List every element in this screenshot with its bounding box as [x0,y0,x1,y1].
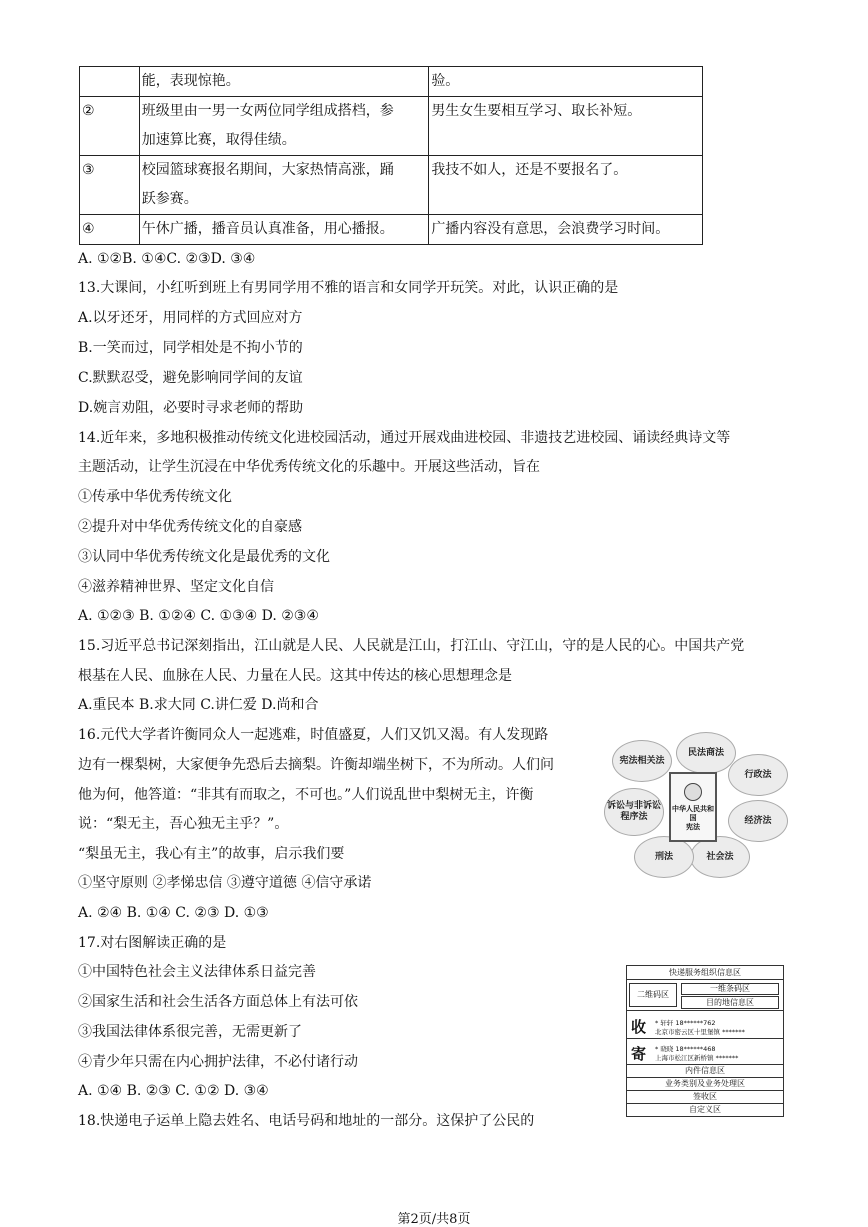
text-line: 14.近年来，多地积极推动传统文化进校园活动，通过开展戏曲进校园、非遗技艺进校园、诵读经典诗文等 [78,430,731,446]
row-number: ④ [80,215,140,245]
waybill-recv-line1: * 轩轩 18******762 [655,1019,716,1027]
waybill-contents: 内件信息区 [627,1065,783,1078]
text-line: D.婉言劝阻，必要时寻求老师的帮助 [78,400,304,416]
text-line: 16.元代大学者许衡同众人一起逃难，时值盛夏，人们又饥又渴。有人发现路 [78,727,549,743]
text-line: ③认同中华优秀传统文化是最优秀的文化 [78,549,330,565]
table-row [80,67,703,97]
waybill-title: 快递服务组织信息区 [627,966,783,980]
view-line: 验。 [431,73,460,89]
row-scenario [139,97,429,156]
page-footer: 第2页/共8页 [397,1212,471,1227]
waybill-1d-code: 一维条码区 [681,983,779,995]
text-line: 13.大课间，小红听到班上有男同学用不雅的语言和女同学开玩笑。对此，认识正确的是 [78,280,619,296]
petal-constitution-related: 宪法相关法 [612,740,672,782]
text-line: 主题活动，让学生沉浸在中华优秀传统文化的乐趣中。开展这些活动，旨在 [78,459,540,475]
text-line: 18.快递电子运单上隐去姓名、电话号码和地址的一部分。这保护了公民的 [78,1113,535,1129]
text-line: A.重民本 B.求大同 C.讲仁爱 D.尚和合 [78,697,319,713]
row-scenario [139,156,429,215]
text-line: A. ①④ B. ②③ C. ①② D. ③④ [78,1083,269,1099]
row-view [429,156,703,215]
text-line: A. ①②③ B. ①②④ C. ①③④ D. ②③④ [78,608,319,624]
book-title-line1: 中华人民共和国 [672,804,714,822]
scenario-line: 能，表现惊艳。 [141,73,240,89]
text-line: A. ②④ B. ①④ C. ②③ D. ①③ [78,905,269,921]
view-line: 我技不如人，还是不要报名了。 [431,162,628,178]
text-line: 17.对右图解读正确的是 [78,935,227,951]
row-number: ③ [80,156,140,215]
text-line: 15.习近平总书记深刻指出，江山就是人民、人民就是江山，打江山、守江山，守的是人民的心。中国共产党 [78,638,745,654]
row-view [429,215,703,245]
petal-social: 社会法 [690,836,750,878]
options-table [79,66,703,245]
row-scenario [139,215,429,245]
text-line: ④青少年只需在内心拥护法律，不必付诸行动 [78,1054,358,1070]
text-line: B.一笑而过，同学相处是不拘小节的 [78,340,303,356]
waybill-custom: 自定义区 [689,1105,721,1114]
waybill-send-line2: 上海市松江区新桥镇 ******* [655,1054,739,1062]
express-waybill [626,965,784,1117]
row-number [80,67,140,97]
text-line: C.默默忍受，避免影响同学间的友谊 [78,370,303,386]
text-line: 根基在人民、血脉在人民、力量在人民。这其中传达的核心思想理念是 [78,668,512,684]
constitution-book [669,772,717,842]
text-line: ②提升对中华优秀传统文化的自豪感 [78,519,302,535]
row-view [429,97,703,156]
text-line: A.以牙还牙，用同样的方式回应对方 [78,310,303,326]
table-row [80,97,703,156]
national-emblem-icon [684,783,702,801]
petal-administrative: 行政法 [728,754,788,796]
text-line: ②国家生活和社会生活各方面总体上有法可依 [78,994,358,1010]
waybill-send-line1: * 晓晓 18******468 [655,1045,716,1053]
view-line: 广播内容没有意思，会浪费学习时间。 [431,221,670,237]
view-line: 男生女生要相互学习、取长补短。 [431,103,642,119]
scenario-line: 班级里由一男一女两位同学组成搭档，参 [141,103,394,119]
scenario-line: 跃参赛。 [141,191,198,207]
text-line: ①传承中华优秀传统文化 [78,489,232,505]
waybill-recv-line2: 北京市密云区十里堡镇 ******* [655,1028,745,1036]
waybill-2d-code: 二维码区 [629,983,677,1007]
row-view [429,67,703,97]
scenario-line: 午休广播，播音员认真准备，用心播报。 [141,221,394,237]
petal-civil-commercial: 民法商法 [676,732,736,774]
text-line: 边有一棵梨树，大家便争先恐后去摘梨。许衡却端坐树下，不为所动。人们问 [78,757,554,773]
scenario-line: 加速算比赛，取得佳绩。 [141,132,296,148]
scenario-line: 校园篮球赛报名期间，大家热情高涨，踊 [141,162,394,178]
waybill-send-label: 寄 [631,1045,647,1063]
book-title-line2: 宪法 [686,822,700,831]
table-row [80,156,703,215]
petal-procedure: 诉讼与非诉讼程序法 [604,788,664,836]
row-scenario [139,67,429,97]
text-line: ①中国特色社会主义法律体系日益完善 [78,964,316,980]
text-line: “梨虽无主，我心有主”的故事，启示我们要 [78,846,345,862]
waybill-service: 业务类别及业务处理区 [627,1078,783,1091]
table-row [80,215,703,245]
text-line: ①坚守原则 ②孝悌忠信 ③遵守道德 ④信守承诺 [78,875,372,891]
waybill-destination: 目的地信息区 [681,996,779,1009]
waybill-sign: 签收区 [627,1091,783,1104]
text-line: 他为何，他答道：“非其有而取之，不可也。”人们说乱世中梨树无主，许衡 [78,787,534,803]
text-line: ④滋养精神世界、坚定文化自信 [78,579,274,595]
waybill-recv-label: 收 [631,1018,647,1036]
text-line: A. ①②B. ①④C. ②③D. ③④ [78,251,256,267]
text-line: 说：“梨无主，吾心独无主乎？”。 [78,816,289,832]
legal-system-diagram [604,732,788,880]
row-number: ② [80,97,140,156]
petal-economic: 经济法 [728,800,788,842]
petal-criminal: 刑法 [634,836,694,878]
text-line: ③我国法律体系很完善，无需更新了 [78,1024,302,1040]
